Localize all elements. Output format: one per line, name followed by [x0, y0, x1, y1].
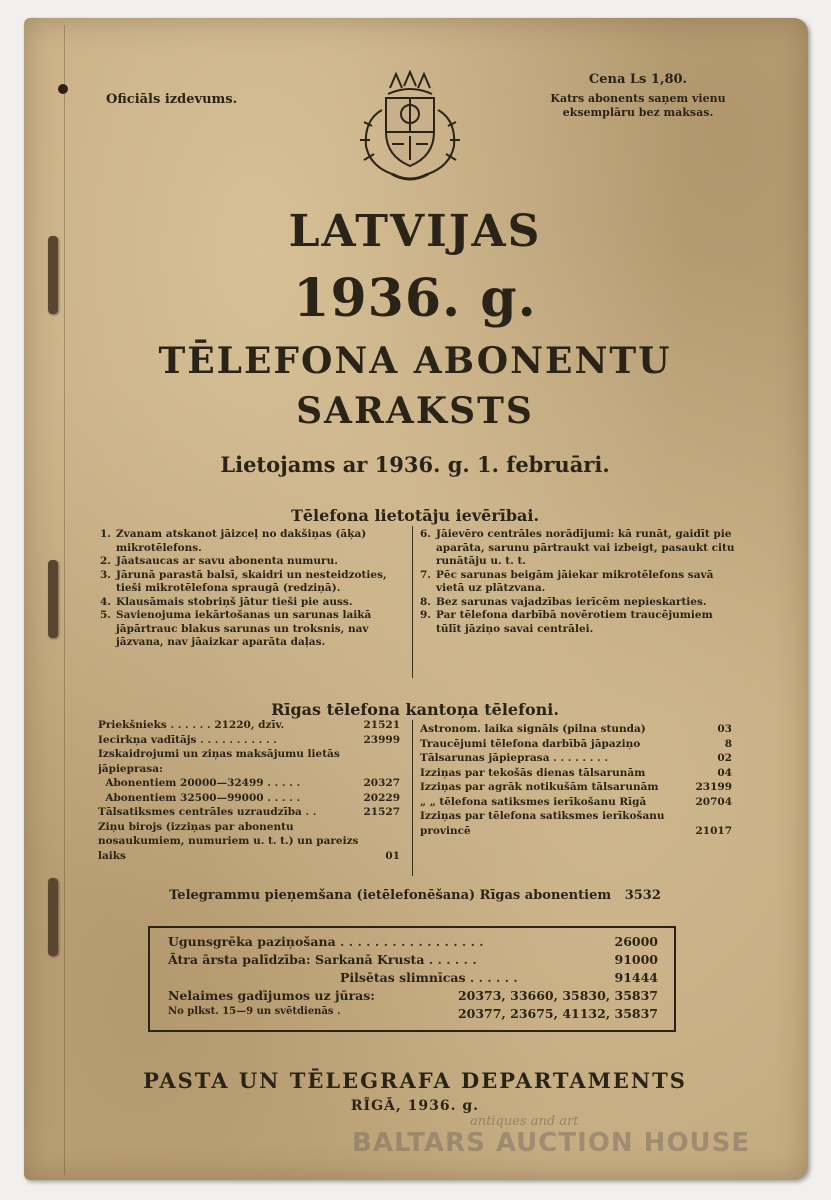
rules-list-right: [420, 528, 735, 636]
phone-row: Abonentiem 32500—99000 . . . . . 20229: [105, 791, 400, 804]
emergency-row: Ugunsgrēka paziņošana . . . . . . . . . . . . . . . . . 26000: [168, 934, 658, 949]
rule-item: 4. Klausāmais stobriņš jātur tieši pie auss.: [100, 595, 353, 608]
telegram-line: Telegrammu pieņemšana (ietēlefonēšana) Rīgas abonentiem 3532: [169, 888, 661, 903]
column-divider: [412, 526, 413, 678]
rule-item: 9. Par tēlefona darbībā novērotiem traucējumiem tūlīt jāziņo savai centrālei.: [420, 609, 713, 635]
official-edition-label: Oficiāls izdevums.: [106, 92, 238, 107]
phone-row: Izziņas par tekošās dienas tālsarunām 04: [420, 766, 732, 779]
spine-fold: [64, 25, 65, 1175]
watermark-logo: BALTARS AUCTION HOUSE: [352, 1128, 751, 1158]
phone-row: Astronom. laika signāls (pilna stunda) 03: [420, 723, 732, 735]
rules-heading: Tēlefona lietotāju ievērībai.: [290, 506, 540, 525]
binding-staple: [48, 236, 58, 314]
column-divider: [412, 720, 413, 876]
binding-staple: [48, 878, 58, 956]
phone-row: Tālsatiksmes centrāles uzraudzība . . 21527: [98, 806, 400, 818]
emergency-row: Pilsētas slimnīcas . . . . . . 91444: [340, 970, 658, 985]
title-line-4: SARAKSTS: [296, 390, 534, 432]
publisher-city: RĪGĀ, 1936. g.: [350, 1098, 480, 1114]
phone-row: Abonentiem 20000—32499 . . . . . 20327: [105, 777, 400, 789]
phone-row: Priekšnieks . . . . . . 21220, dzīv. 21521: [98, 719, 400, 731]
rule-item: 1. Zvanam atskanot jāizceļ no dakšiņas (āķa) mikrotēlefons.: [100, 528, 367, 554]
title-line-1: LATVIJAS: [288, 206, 542, 257]
rules-list-left: [100, 528, 405, 650]
validity-note: Lietojams ar 1936. g. 1. februāri.: [220, 452, 610, 477]
watermark-tagline: antiques and art: [470, 1114, 579, 1129]
rule-item: 7. Pēc sarunas beigām jāiekar mikrotēlefons savā vietā uz plātzvana.: [420, 568, 714, 594]
title-year: 1936. g.: [293, 268, 537, 329]
rule-item: 6. Jāievēro centrāles norādījumi: kā runāt, gaidīt pie aparāta, sarunu pārtraukt vai izbeigt, pasaukt citu runātāju u. t. t.: [420, 528, 735, 567]
price-note: Katrs abonents saņem vienu eksemplāru bez maksas.: [550, 92, 726, 119]
price-label: Cena Ls 1,80.: [588, 72, 688, 87]
office-phones-right: [420, 722, 732, 838]
phone-row: „ „ tēlefona satiksmes ierīkošanu Rīgā 20704: [420, 795, 732, 808]
phone-row: Ziņu birojs (izziņas par abonentu nosaukumiem, numuriem u. t. t.) un pareizs laiks 01: [98, 820, 400, 862]
phone-row: Izskaidrojumi un ziņas maksājumu lietās jāpieprasa:: [98, 748, 340, 775]
rule-item: 8. Bez sarunas vajadzības ierīcēm nepieskarties.: [420, 595, 707, 608]
title-line-3: TĒLEFONA ABONENTU: [158, 340, 672, 382]
binding-staple: [48, 560, 58, 638]
office-phones-heading: Rīgas tēlefona kantoņa tēlefoni.: [271, 700, 559, 719]
emergency-row: Ātra ārsta palīdzība: Sarkanā Krusta . . . . . . 91000: [168, 952, 658, 967]
publisher-department: PASTA UN TĒLEGRAFA DEPARTAMENTS: [143, 1068, 687, 1093]
phone-row: Iecirkņa vadītājs . . . . . . . . . . . 23999: [98, 733, 400, 746]
phone-row: Tālsarunas jāpieprasa . . . . . . . . 02: [420, 752, 732, 764]
rule-item: 2. Jāatsaucas ar savu abonenta numuru.: [100, 555, 338, 567]
rule-item: 3. Jārunā parastā balsī, skaidri un nesteidzoties, tieši mikrotēlefona spraugā (redziņā).: [100, 568, 387, 594]
phone-row: Izziņas par tēlefona satiksmes ierīkošanu provincē 21017: [420, 810, 732, 837]
phone-row: Traucējumi tēlefona darbībā jāpaziņo 8: [420, 737, 732, 750]
emergency-row: No plkst. 15—9 un svētdienās . 20377, 23675, 41132, 35837: [168, 1006, 658, 1021]
coat-of-arms-icon: [352, 70, 468, 188]
binding-hole: [58, 84, 68, 94]
rule-item: 5. Savienojuma iekārtošanas un sarunas laikā jāpārtrauc blakus sarunas un troksnis, nav jāzvana, nav jāaizkar aparāta daļas.: [100, 609, 372, 648]
emergency-row: Nelaimes gadījumos uz jūras: 20373, 33660, 35830, 35837: [168, 988, 658, 1003]
office-phones-left: [98, 718, 400, 863]
phone-row: Izziņas par agrāk notikušām tālsarunām 23199: [420, 781, 732, 793]
